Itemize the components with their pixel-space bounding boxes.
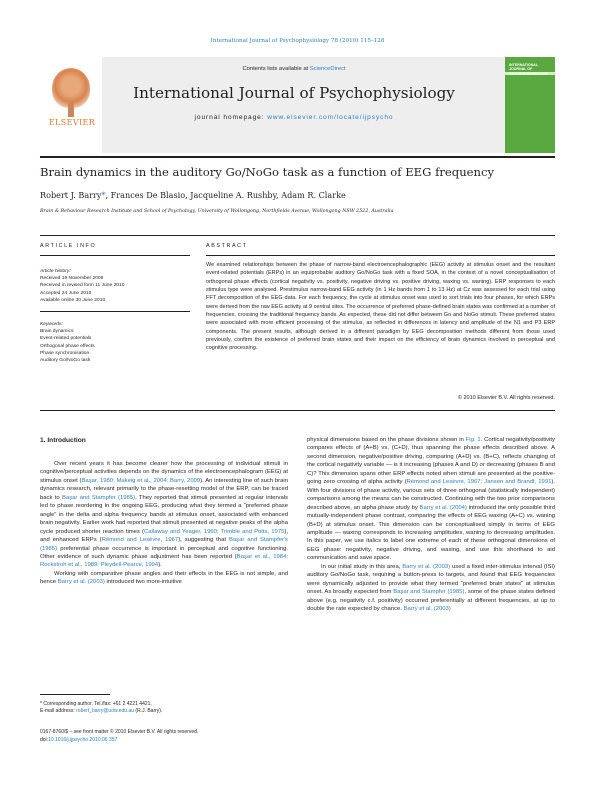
keyword-item: Orthogonal phase effects bbox=[40, 343, 95, 349]
figure-link[interactable]: Fig. 1 bbox=[465, 437, 481, 443]
abstract-text: We examined relationships between the phase of narrow-band electroencephalographic (EEG) activity at stimulus onset and the resultant event-related potentials (ERPs) in an equiprobable auditory Go/NoGo task with a fixed SOA, in the context of a novel conceptualisation of orthogonal phase effects (cortical negativity vs. positivity, negative driving vs. positive driving, waxing vs. waning). ERP responses to each stimulus type were analysed. Prestimulus narrow-band EEG activity (in 1 Hz bands from 1 to 13 Hz) at Cz was assessed for each trial using FFT decomposition of the EEG data. For each frequency, the cycle at stimulus onset was used to sort trials into four phases, for which ERPs were derived from the raw EEG activity at 9 central sites. The occurrence of preferred phase-defined brain states was confirmed at a number of frequencies, crossing the traditional frequency bands. As expected, these did not differ between Go and NoGo stimuli. These preferred states were associated with more efficient processing of the stimulus, as reflected in differences in latency and amplitude of the N1 and P3 ERP components. The present results, although derived in a different paradigm by EEG decomposition methods different from those used previously, confirm the existence of preferred brain states and their impact on the efficiency of brain dynamics involved in perceptual and cognitive processing. bbox=[206, 262, 555, 352]
paragraph bbox=[40, 460, 288, 570]
text-run: ). bbox=[158, 562, 162, 569]
email-label: E-mail address: bbox=[40, 708, 77, 715]
text-run: introduced two more-intuitive bbox=[104, 579, 182, 586]
keyword-item: Brain dynamics bbox=[40, 329, 74, 335]
history-rule bbox=[40, 311, 190, 312]
citation-link[interactable]: Başar et al., 1984; Rockstroh et al., 1989; Pleydell-Pearce, 1994 bbox=[40, 553, 289, 569]
citation-link[interactable]: Barry et al. (2003) bbox=[57, 579, 105, 586]
history-accepted: Accepted 24 June 2010 bbox=[40, 290, 92, 296]
sciencedirect-link[interactable]: ScienceDirect bbox=[309, 66, 346, 72]
journal-name: International Journal of Psychophysiology bbox=[133, 84, 455, 102]
text-run: Working with comparative phase angles and their effects in the EEG is not simple, and hence bbox=[40, 570, 288, 586]
homepage-link[interactable]: www.elsevier.com/locate/ijpsycho bbox=[267, 114, 394, 121]
citation-link[interactable]: Başar, 1980; Makeig et al., 2004; Barry, 2009 bbox=[81, 477, 201, 484]
citation-link[interactable]: Rémond and Lesèvre, 1967; Jansen and Brandt, 1991 bbox=[406, 479, 552, 486]
footnote-email bbox=[40, 708, 290, 715]
article-history bbox=[40, 268, 180, 304]
abstract-bottom-rule bbox=[40, 410, 555, 411]
text-run: ). An interesting line of such brain dynamics research, relevant primarily to the phase-resetting model of the ERP, can be traced back to bbox=[40, 477, 288, 501]
text-run: physical dimensions based on the phase divisions shown in bbox=[307, 437, 466, 443]
first-author: Robert J. Barry bbox=[40, 190, 102, 200]
text-run: , some of the phase states defined above (e.g. negativity c.f. positivity) occurred preferentially at different frequencies, at up to double the rate expected by chance. bbox=[307, 589, 556, 613]
homepage-prefix: journal homepage: bbox=[194, 114, 268, 121]
text-run: used a fixed inter-stimulus interval (ISI) auditory Go/NoGo task, requiring a button-press to targets, and found that EEG frequencies were dynamically adjusted to provide what they termed “preferred brain states” at stimulus onset. As broadly expected from bbox=[307, 563, 555, 596]
text-run: ), and enhanced ERPs ( bbox=[40, 528, 288, 544]
history-received: Received 19 November 2009 bbox=[40, 276, 104, 282]
text-run: . They reported that stimuli presented at regular intervals led to phase reordering in the ongoing EEG, producing what they termed a “preferred phase angle” in the delta and alpha frequency bands at stimulus onset, associated with enhanced brain negativity. Earlier work had reported that stimuli presented at negative peaks of the alpha cycle produced shorter reaction times ( bbox=[40, 494, 288, 535]
section-heading-introduction: 1. Introduction bbox=[40, 437, 86, 444]
contents-available-line bbox=[104, 66, 484, 72]
keyword-item: Auditory Go/NoGo task bbox=[40, 358, 91, 364]
article-history-label: Article history: bbox=[40, 269, 71, 274]
doi-link[interactable]: 10.1016/j.ijpsycho.2010.06.357 bbox=[48, 736, 118, 743]
email-suffix: (R.J. Barry). bbox=[134, 708, 163, 715]
author-list bbox=[40, 190, 555, 200]
body-column-right bbox=[307, 436, 555, 614]
citation-link[interactable]: Başar and Stampfer (1985) bbox=[61, 494, 136, 501]
paragraph bbox=[307, 563, 555, 614]
paragraph bbox=[307, 436, 555, 563]
citation-link[interactable]: Barry et al. (2004) bbox=[419, 504, 467, 511]
publisher-logo-text: ELSEVIER bbox=[48, 118, 96, 127]
keywords bbox=[40, 321, 180, 364]
paragraph bbox=[40, 570, 288, 587]
issn-line: 0167-8760/$ – see front matter © 2010 Elsevier B.V. All rights reserved. bbox=[40, 729, 199, 735]
keyword-item: Phase synchronisation bbox=[40, 350, 90, 356]
copyright-notice: © 2010 Elsevier B.V. All rights reserved. bbox=[457, 395, 555, 401]
abstract-rule bbox=[206, 255, 555, 256]
corresponding-author-mark[interactable]: * bbox=[101, 190, 106, 200]
journal-homepage-line bbox=[104, 114, 484, 121]
journal-cover-title: INTERNATIONAL JOURNAL OF PSYCHOPHYSIOLOGY bbox=[509, 63, 548, 76]
footnote-rule bbox=[40, 694, 110, 695]
footnote-contact: * Corresponding author. Tel./fax: +61 2 4221 4421. bbox=[40, 701, 152, 707]
author-affiliation: Brain & Behaviour Research Institute and School of Psychology, University of Wollongong, Northfields Avenue, Wollongong NSW 2522, Australia bbox=[40, 209, 394, 214]
corresponding-author-footnote bbox=[40, 701, 290, 716]
elsevier-tree-icon bbox=[52, 68, 90, 108]
citation-link[interactable]: Barry et al. (2003) bbox=[402, 563, 451, 570]
history-revised: Received in revised form 11 June 2010 bbox=[40, 283, 125, 289]
text-run: preferential phase occurrence is important in perceptual and cognitive functioning. Other evidence of such dynamic phase adjustment has been reported ( bbox=[40, 545, 288, 560]
history-online: Available online 30 June 2010 bbox=[40, 297, 106, 303]
citation-link[interactable]: Callaway and Yeager, 1960; Trimble and Potts, 1975 bbox=[144, 528, 285, 535]
text-run: introduced the only possible third mutually-independent phase contrast, comparing the effects of EEG waxing (A+C) vs. waning (B+D) at stimulus onset. This dimension can be conceptualised simply in terms of EEG amplitude — waxing corresponds to increasing amplitudes, waning to decreasing amplitudes. In this paper, we use italics to label one extreme of each of these orthogonal dimensions of EEG phase: negativity, negative driving, and waxing, and use this shorthand to aid communication and save space. bbox=[307, 504, 556, 562]
text-run: In our initial study in this area, bbox=[321, 563, 403, 570]
other-authors: , Frances De Blasio, Jacqueline A. Rushby, Adam R. Clarke bbox=[105, 190, 346, 200]
text-run: ), suggesting that bbox=[178, 537, 229, 544]
elsevier-tree-trunk bbox=[68, 103, 74, 117]
citation-link[interactable]: Başar and Stampfer (1985) bbox=[393, 589, 465, 596]
article-info-rule bbox=[40, 255, 190, 256]
body-column-left bbox=[40, 460, 288, 587]
abstract-heading: ABSTRACT bbox=[206, 243, 248, 249]
keyword-item: Event-related potentials bbox=[40, 336, 92, 342]
citation-link[interactable]: Başar and Stampfer's (1985) bbox=[40, 537, 289, 552]
text-run: . Cortical negativity/positivity compares effects of (A+B) vs. (C+D), thus spanning the phase effects described above. A second dimension, negative/positive driving, comparing (A+D) vs. (B+C), reflects changing of the cortical negativity variable — is it increasing (phases A and D) or decreasing (phases B and C)? This dimension spans other ERP effects noted when stimuli are presented at the positive-going zero crossing of alpha activity ( bbox=[307, 437, 555, 486]
front-matter-line bbox=[40, 729, 290, 744]
journal-reference[interactable]: International Journal of Psychophysiology 78 (2010) 115–128 bbox=[210, 38, 385, 44]
article-info-heading: ARTICLE INFO bbox=[40, 243, 97, 249]
keywords-label: Keywords: bbox=[40, 322, 63, 327]
text-run: ). With four divisions of phase activity, various sets of three orthogonal (statistically independent) comparisons among the means can be constructed. Continuing with the two prior comparisons described above, an alpha phase study by bbox=[307, 479, 555, 511]
text-run: Over recent years it has become clearer how the processing of individual stimuli in cognitive/perceptual activities depends on the dynamics of the electroencephalogram (EEG) at stimulus onset ( bbox=[40, 461, 288, 484]
citation-link[interactable]: Barry et al. (2003) bbox=[403, 606, 451, 613]
doi-label: doi: bbox=[40, 736, 49, 743]
contents-prefix: Contents lists available at bbox=[242, 66, 310, 72]
article-title: Brain dynamics in the auditory Go/NoGo task as a function of EEG frequency bbox=[40, 165, 495, 179]
title-rule bbox=[40, 235, 555, 236]
citation-link[interactable]: Rémond and Lesèvre, 1967 bbox=[101, 537, 179, 544]
doi-line bbox=[40, 737, 290, 745]
masthead-rule bbox=[40, 156, 555, 158]
email-link[interactable]: robert_barry@uow.edu.au bbox=[76, 708, 135, 715]
